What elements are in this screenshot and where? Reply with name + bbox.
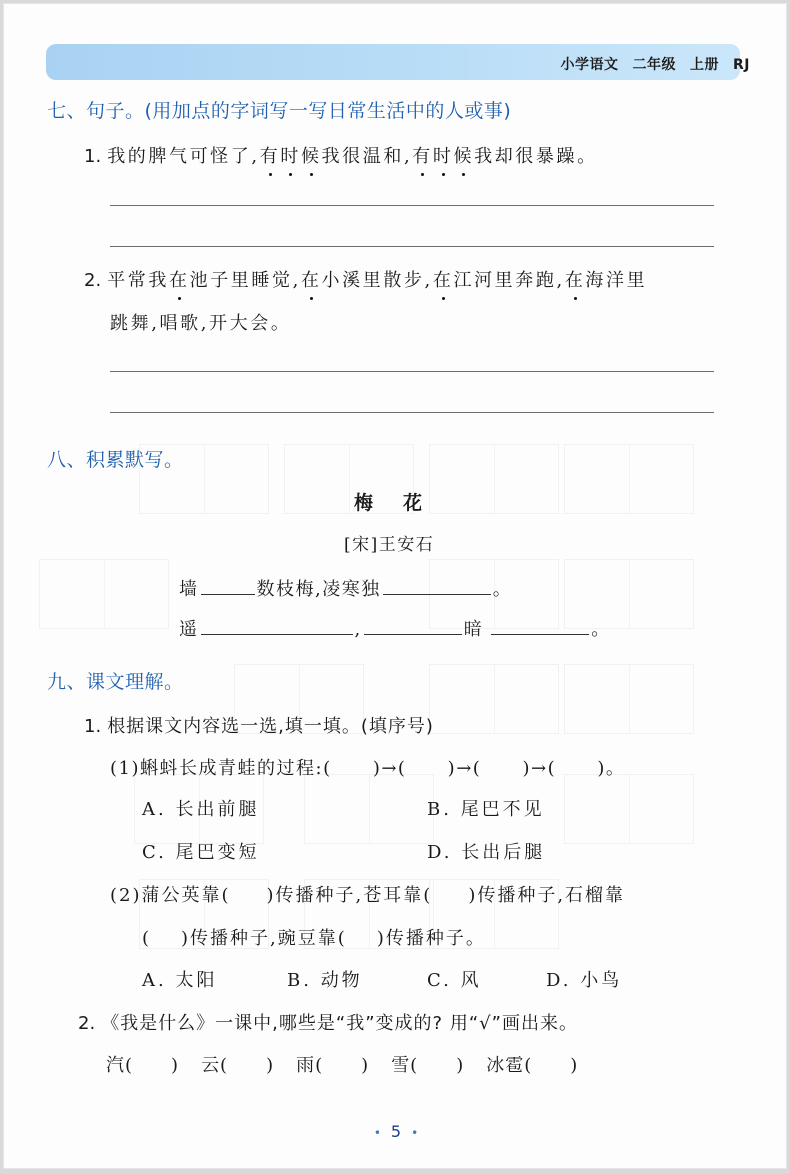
header-volume: 上册 [690, 57, 719, 73]
bullet-icon: • [373, 1125, 381, 1140]
sub-question-2-line-1 [110, 881, 625, 907]
fill-blank[interactable] [364, 618, 462, 635]
check-item-label: 雪( [391, 1055, 419, 1076]
option-b [427, 795, 545, 821]
option-key: A. [142, 970, 167, 991]
sentence-text: 我很温和, [321, 146, 413, 167]
dotted-char: 候 [300, 146, 322, 167]
sub-question-text: ( [142, 928, 152, 949]
ghost-grid [564, 444, 694, 514]
fill-blank[interactable] [201, 618, 353, 635]
option-a [142, 966, 217, 992]
answer-slot[interactable]: )→( [447, 758, 489, 779]
poem-text: 暗 [463, 619, 484, 640]
sub-question-text: )传播种子。 [376, 928, 486, 949]
check-item-label: 雨( [296, 1055, 324, 1076]
check-item-label: 云( [201, 1055, 229, 1076]
section-7-title: 七、句子。(用加点的字词写一写日常生活中的人或事) [47, 100, 512, 122]
option-c [427, 966, 482, 992]
section-7-question-2-line-2: 跳舞,唱歌,开大会。 [110, 313, 292, 334]
option-text: 尾巴变短 [175, 842, 260, 863]
option-key: C. [427, 970, 452, 991]
poem-text: 墙 [179, 579, 199, 600]
dotted-char: 候 [453, 146, 475, 167]
poem-title: 梅花 [354, 492, 453, 514]
option-text: 风 [460, 970, 482, 991]
sub-question-text: (2)蒲公英靠( [110, 885, 231, 906]
option-key: B. [427, 799, 452, 820]
question-prompt: 《我是什么》一课中,哪些是“我”变成的? 用“√”画出来。 [101, 1013, 578, 1034]
option-c [142, 838, 260, 864]
workbook-page [3, 3, 787, 1169]
dotted-char: 时 [432, 146, 454, 167]
question-number: 2. [84, 270, 102, 291]
fill-blank[interactable] [491, 618, 589, 635]
bullet-icon: • [411, 1125, 419, 1140]
answer-line[interactable] [110, 412, 714, 413]
check-items [106, 1051, 578, 1077]
sentence-text: 小溪里散步, [321, 270, 433, 291]
sentence-text: 平常我 [107, 270, 169, 291]
answer-line[interactable] [110, 371, 714, 372]
section-7-question-1 [84, 142, 598, 168]
option-key: B. [287, 970, 312, 991]
page-number [4, 1122, 788, 1141]
answer-slot[interactable]: ( [323, 758, 339, 779]
dotted-char: 在 [564, 270, 586, 291]
check-item[interactable] [201, 1055, 274, 1076]
answer-slot[interactable]: )→( [522, 758, 564, 779]
section-9-question-1 [84, 712, 434, 738]
question-prompt: 根据课文内容选一选,填一填。(填序号) [107, 716, 434, 737]
header-edition: RJ [733, 57, 750, 73]
question-number: 1. [84, 716, 102, 737]
poem-line-1 [179, 575, 512, 601]
ghost-grid [304, 774, 434, 844]
check-item[interactable] [106, 1055, 179, 1076]
check-item-close: ) [456, 1055, 465, 1076]
option-text: 动物 [320, 970, 363, 991]
page-number-value: 5 [390, 1122, 402, 1141]
poem-line-2 [179, 615, 611, 641]
option-text: 尾巴不见 [460, 799, 545, 820]
poem-text: 。 [492, 579, 513, 600]
ghost-grid [564, 774, 694, 844]
check-item-close: ) [171, 1055, 180, 1076]
ghost-grid [429, 664, 559, 734]
option-text: 长出后腿 [461, 842, 546, 863]
section-9-title: 九、课文理解。 [47, 671, 184, 693]
sub-question-2-line-2 [142, 924, 486, 950]
option-text: 小鸟 [580, 970, 623, 991]
ghost-grid [564, 664, 694, 734]
check-item-label: 冰雹( [486, 1055, 533, 1076]
dotted-char: 时 [280, 146, 301, 167]
option-text: 长出前腿 [175, 799, 260, 820]
check-item-close: ) [570, 1055, 579, 1076]
dotted-char: 有 [259, 146, 281, 167]
sub-question-text: )传播种子,苍耳靠( [266, 885, 433, 906]
fill-blank[interactable] [383, 578, 491, 595]
poem-text: 。 [591, 619, 611, 640]
ghost-grid [39, 559, 169, 629]
dotted-char: 有 [412, 146, 433, 167]
check-item-label: 汽( [106, 1055, 134, 1076]
section-9-question-2 [78, 1009, 578, 1035]
answer-slot: )。 [597, 758, 626, 779]
dotted-char: 在 [300, 270, 322, 291]
header-grade: 二年级 [632, 57, 676, 73]
question-number: 2. [78, 1013, 96, 1034]
sentence-text: 江河里奔跑, [453, 270, 565, 291]
check-item[interactable] [296, 1055, 369, 1076]
header-subject: 小学语文 [560, 57, 619, 73]
poem-text: 遥 [179, 619, 199, 640]
check-item-close: ) [266, 1055, 275, 1076]
sub-question-1 [110, 754, 625, 780]
sub-question-label: (1)蝌蚪长成青蛙的过程: [110, 758, 324, 779]
sentence-text: 我的脾气可怪了, [107, 146, 260, 167]
sub-question-text: )传播种子,石榴靠 [468, 885, 626, 906]
answer-line[interactable] [110, 205, 714, 206]
answer-line[interactable] [110, 246, 714, 247]
answer-slot[interactable]: )→( [372, 758, 414, 779]
sentence-text: 我却很暴躁。 [474, 146, 598, 167]
fill-blank[interactable] [201, 578, 255, 595]
option-b [287, 966, 363, 992]
poem-author: [宋]王安石 [344, 535, 435, 555]
section-7-question-2 [84, 266, 647, 292]
poem-text: 数枝梅,凌寒独 [256, 579, 381, 600]
header-info [547, 54, 751, 74]
check-item[interactable] [391, 1055, 464, 1076]
option-key: D. [546, 970, 572, 991]
option-key: A. [142, 799, 167, 820]
option-key: C. [142, 842, 167, 863]
sub-question-text: )传播种子,豌豆靠( [181, 928, 347, 949]
dotted-char: 在 [432, 270, 454, 291]
question-number: 1. [84, 146, 102, 167]
sentence-text: 海洋里 [585, 270, 648, 291]
check-item-close: ) [361, 1055, 370, 1076]
dotted-char: 在 [169, 270, 190, 291]
option-d [427, 838, 545, 864]
option-d [546, 966, 622, 992]
option-a [142, 795, 259, 821]
option-text: 太阳 [175, 970, 218, 991]
option-key: D. [427, 842, 453, 863]
poem-text: , [354, 619, 362, 640]
section-8-title: 八、积累默写。 [47, 449, 184, 471]
sentence-text: 池子里睡觉, [189, 270, 301, 291]
check-item[interactable] [486, 1055, 578, 1076]
